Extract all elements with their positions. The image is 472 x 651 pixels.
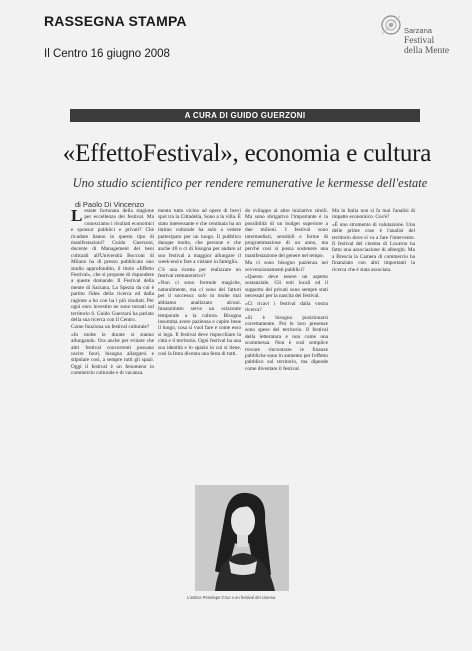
article-paragraph: do sviluppo al altre iniziative simili. Ma sono sbrigativo l'importante è la possibilità di un budget superiore a due milioni. I festival sono intermediari, sensibili e forme di programmazione di un anno, ma perché così si possa sostenere una manifestazione del genere nel tempo. — [245, 208, 328, 259]
logo-subname: della Mente — [404, 46, 450, 56]
dropcap: L — [71, 208, 83, 225]
article-column-4 — [332, 208, 415, 420]
article-column-3 — [245, 208, 328, 478]
festival-mark-icon — [380, 14, 402, 36]
woman-portrait-icon — [195, 485, 289, 591]
article-paragraph: C'è una ricetta per realizzare un festival remunerativo? — [158, 266, 241, 280]
article-paragraph: «Ci ricavi i festival dalla vostra ricerca? — [245, 300, 328, 314]
article-paragraph: «È uno strumento di valutazione. Una delle prime cose è l'analisi del territorio dove si va a fare l'intervento. Il festival del cinema di Locarno ha fatto una associazione di alberghi. Ma a Brescia la Camera di commercio ha finanziato con altri importanti la ricerca che è stata associata. — [332, 221, 415, 273]
paragraph-text: estate fortunata della stagione per eccellenza dei festival. Ma conosciamo i risultati economici e sponsor pubblici e privati? Che ricadute hanno in questo tipo di manifestazioni? Guido Guerzoni, docente di Management dei beni culturali all'Università Bocconi di Milano ha di presso pubblicato uno studio approfondito, il titolo «Effetto Festival», che si propone di rispondere a queste domande. Il Festival della mente di Sarzana, La Spezia da cui è partito l'idea della ricerca ed dalla ragione a ho con ha i più risultati. Per ogni euro investito ne sono tornati sul territorio 6. Guido Guerzoni ha parlato della sua ricerca con Il Centro. — [71, 208, 154, 323]
article-subtitle: Uno studio scientifico per rendere remunerative le kermesse dell'estate — [72, 176, 428, 190]
press-title: RASSEGNA STAMPA — [44, 13, 187, 29]
article-byline: di Paolo Di Vincenzo — [75, 200, 145, 209]
article-column-2 — [158, 208, 241, 478]
article-paragraph: «In molte le durate si stanno allungando. Ora anche per evitare che altri festival concorrenti possano uscire fuori, bisogna allargarsi e stipulare così, a sempre tutti gli spazi. Oggi il festival è un fenomeno in commercio culturale e di vacanza. — [71, 331, 154, 377]
article-paragraph: Ma in Italia non si fa mai l'analisi di impatto economico. Cos'è? — [332, 208, 415, 221]
article-paragraph: Ma ci sono bisogno pazienza nei sovvenzionamenti pubblici? — [245, 260, 328, 273]
photo-caption: L'attrice Penelope Cruz a un festival del cinema — [187, 595, 276, 600]
article-paragraph: Come funziona un festival culturale? — [71, 324, 150, 331]
article-paragraph — [71, 208, 154, 323]
section-banner: A CURA DI GUIDO GUERZONI — [70, 109, 420, 122]
press-date: Il Centro 16 giugno 2008 — [44, 48, 170, 60]
article-paragraph: «Questo deve essere un aspetto sostanziale. Gli enti locali ed il supporto dei privati sono sempre stati necessari per la nascita dei festival. — [245, 274, 328, 300]
logo-name: Festival — [404, 36, 435, 46]
festival-logo — [380, 14, 460, 58]
article-photo — [195, 485, 289, 591]
article-column-1 — [71, 208, 154, 418]
logo-location: Sarzana — [404, 26, 432, 35]
article-headline: «EffettoFestival», economia e cultura — [62, 140, 432, 167]
article-paragraph: «Non ci sono formule magiche, naturalmente, ma ci sono dei fattori per il successo: solo in molte mai abbiamo analizzato alcuni. Innanzitutto serve un orizzonte temporale a la cultura. Bisogna insomma avere pazienza e capire bene il luogo, cosa si vuol fare e come esso si lega. Il festival deve rispecchiare la città e il territorio. Ogni festival ha una sua identità e lo spazio in cui si tiene, così la festa diventa una festa di tutti. — [158, 280, 241, 357]
article-paragraph: mento tutto vicino ad opere di brevi spot tra la Cittadella, Sono a la villa. È stato interessante e che centinaia ha un intimo culturale ha solo a vedere partecipato per un luogo. Il pubblico dunque molto, che persone e che anche 40 o ci di bisogna per andare al suo festival a maggior allungare il week-end e fare a visitare in famiglia. — [158, 208, 241, 266]
article-paragraph: «Si è bisogna posizionarsi correttamente. Poi le loro presenze sono spese del territorio. Il festival della letteratura e non come una scommessa. Non è così semplice trovare rincontrare le finanze pubbliche sono in aumento per l'effetto pubblico sul territorio, ma dipende come diventare il festival. — [245, 314, 328, 372]
